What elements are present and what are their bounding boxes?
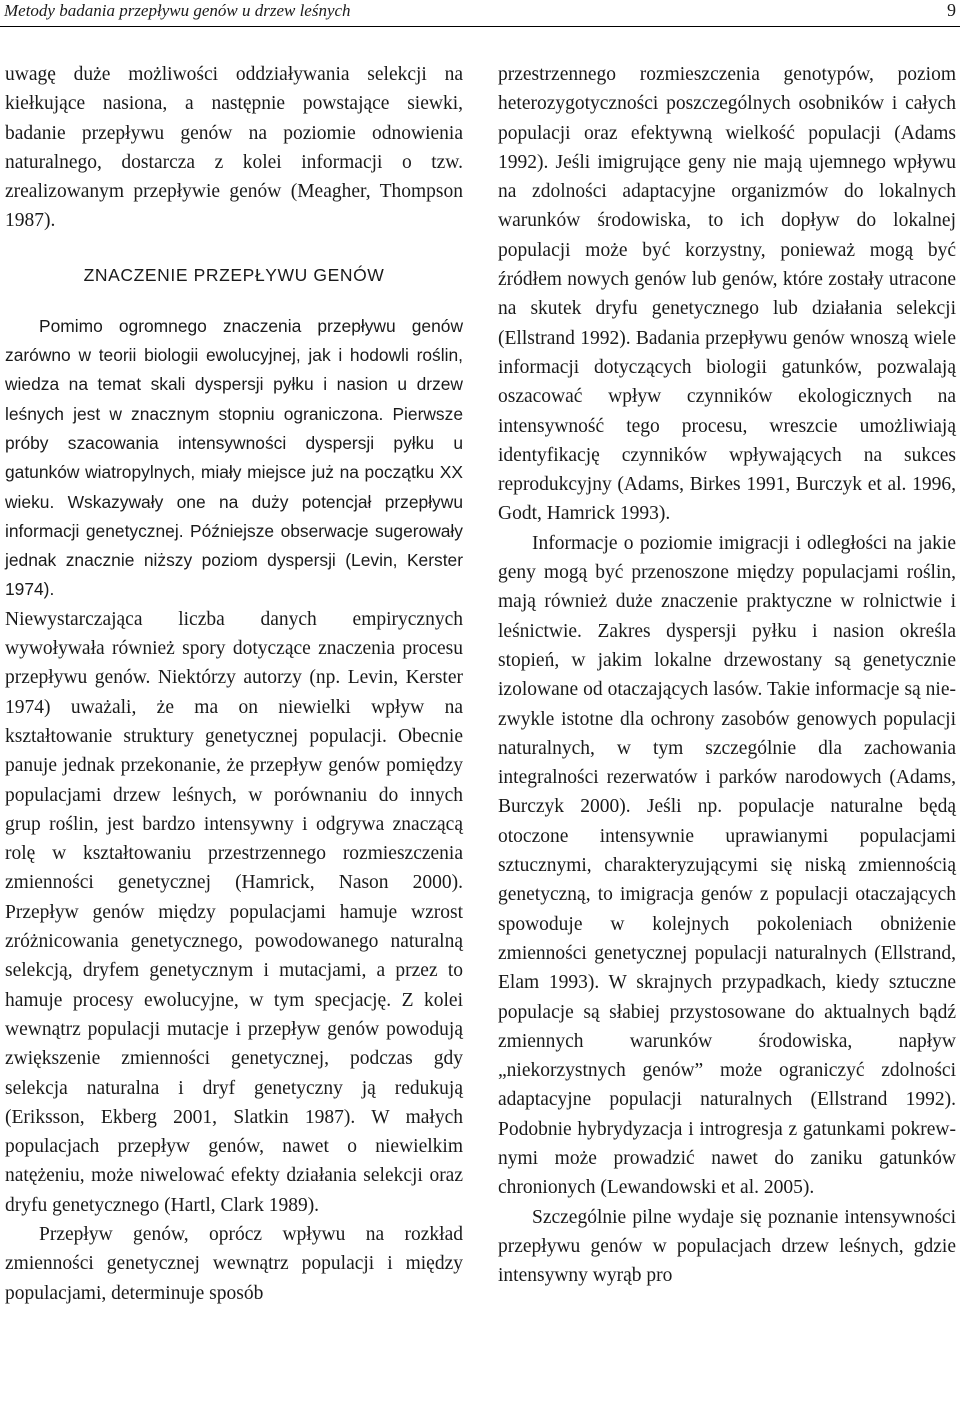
running-title: Metody badania przepływu genów u drzew leśnych [4,1,351,20]
paragraph-sans: Pomimo ogromnego znaczenia przepływu genów zarówno w teorii biologii ewolucyjnej, jak i hodowli roślin, wiedza na temat skali dyspersji pyłku i nasion u drzew leśnych jest w znacznym stopniu ograniczona. Pierwsze próby szacowania intensywności dyspersji pyłku u gatunków wiatropylnych, miały miejsce już na początku XX wieku. Wskazywały one na duży potencjał przepływu informacji genetycznej. Późniejsze obserwacje sugerowały jednak znacznie niższy poziom dyspersji (Levin, Kerster 1974). [5,315,463,600]
paragraph-gene-flow: Przepływ genów, oprócz wpływu na rozkład zmienności genetycznej wewnątrz populacji i między populacjami, determinuje sposób [5,1223,463,1304]
paragraph-forest-trees: Szczególnie pilne wydaje się poznanie intensywności przepływu genów w populacjach drzew leśnych, gdzie intensywny wyrąb pro [498,1206,956,1287]
right-column [498,60,956,1290]
page-number: 9 [947,0,956,20]
left-column [5,60,463,1308]
paragraph-immigration: Informacje o poziomie imigracji i odległości na jakie geny mogą być przenoszone między populacjami roślin, mają również duże znaczenie praktyczne w rolnictwie i leśnictwie. Zakres dyspersji pyłku i nasion określa stopień, w jakim lokalne drzewostany są genetycznie izolowane od otaczających lasów. Takie informacje są niezwykle istotne dla ochrony zasobów genowych populacji naturalnych, w tym szczególnie dla zachowania integralności rezerwatów i parków narodowych (Adams, Burczyk 2000). Jeśli np. populacje naturalne będą otoczone intensywnie uprawianymi populacjami sztucznymi, charakteryzującymi się niską zmiennością genetyczną, to imigracja genów z populacji otaczających spowoduje w kolejnych pokoleniach obniżenie zmienności genetycznej populacji naturalnych (Ellstrand, Elam 1993). W skrajnych przypadkach, kiedy sztuczne populacje są słabiej przystosowane do aktualnych bądź zmiennych warunków środowiska, napływ „niekorzystnych genów” może ograniczyć zdolności adaptacyjne populacji naturalnych (Ellstrand 1992). Podobnie hybrydyzacja i introgresja z gatunkami pokrewnymi może prowadzić nawet do zaniku gatunków chronionych (Lewandowski et al. 2005). [498,532,956,1199]
page-header [0,0,960,27]
paragraph-serif-continuation: Niewystarczająca liczba danych empirycznych wywoływała również spory dotyczące znaczenia procesu przepływu genów. Niektórzy autorzy (np. Levin, Kerster 1974) uważali, że ma on niewielki wpływ na kształtowanie struktury genetycznej populacji. Obecnie panuje jednak przekonanie, że przepływ genów pomiędzy populacjami drzew leśnych, w porównaniu do innych grup roślin, jest bardzo intensywny i odgrywa znaczącą rolę w kształtowaniu przestrzennego rozmieszczenia zmienności genetycznej (Hamrick, Nason 2000). Przepływ genów między populacjami hamuje wzrost zróżnicowania genetycznego, powodowanego naturalną selekcją, dryfem genetycznym i mutacjami, a przez to hamuje procesy ewolucyjne, w tym specjację. Z kolei wewnątrz populacji mutacje i przepływ genów powodują zwiększenie zmienności genetycznej, podczas gdy selekcja naturalna i dryf genetyczny ją redukują (Eriksson, Ekberg 2001, Slatkin 1987). W małych populacjach przepływ genów, nawet o niewielkim natężeniu, może niwelować efekty działania selekcji oraz dryfu genetycznego (Hartl, Clark 1989). [5,608,463,1216]
paragraph-continuation: przestrzennego rozmieszczenia genotypów, poziom heterozygotyczności poszczególnych osobników i całych populacji oraz efektywną wielkość populacji (Adams 1992). Jeśli imigrujące geny nie mają ujemnego wpływu na zdolności adaptacyjne organizmów do lokalnych warunków środowiska, to ich dopływ do lokalnej populacji może być korzystny, ponieważ mogą być źródłem nowych genów lub genów, które zostały utracone na skutek dryfu genetycznego lub działania selekcji (Ellstrand 1992). Badania przepływu genów wnoszą wiele informacji dotyczących biologii gatunków, pozwalają oszacować wpływ czynników ekologicznych na intensywność tego procesu, wreszcie umożliwiają identyfikację czynników wpływających na sukces reprodukcyjny (Adams, Birkes 1991, Burczyk et al. 1996, Godt, Hamrick 1993). [498,64,956,525]
section-heading: ZNACZENIE PRZEPŁYWU GENÓW [83,264,385,285]
intro-paragraph: uwagę duże możliwości oddziaływania selekcji na kiełkujące nasiona, a następnie powstające siewki, badanie przepływu genów na poziomie odnowienia naturalnego, dostarcza z kolei informacji o tzw. zrealizowanym przepływie genów (Meagher, Thompson 1987). [5,64,463,232]
